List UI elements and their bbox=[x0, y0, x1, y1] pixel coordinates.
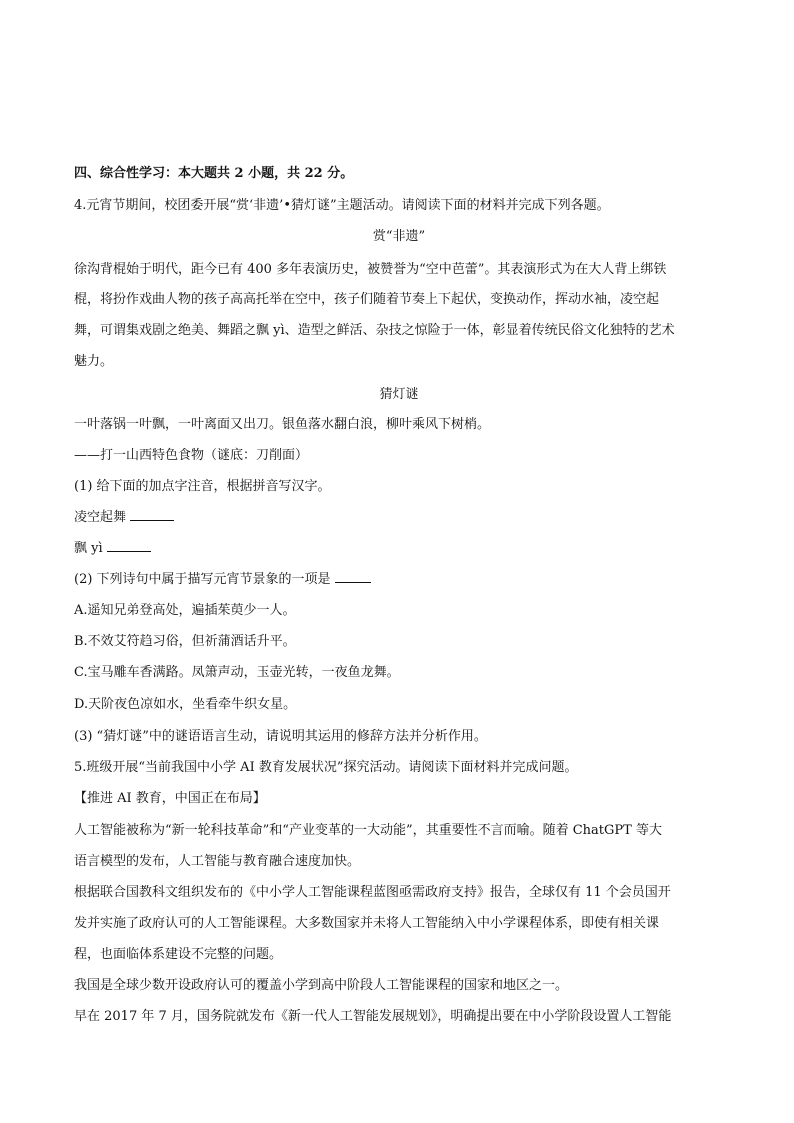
q4-riddle-line: 一叶落锅一叶飘，一叶离面又出刀。银鱼落水翻白浪，柳叶乘风下树梢。 bbox=[74, 417, 491, 432]
q4-sub3: (3) “猜灯谜”中的谜语语言生动，请说明其运用的修辞方法并分析作用。 bbox=[74, 729, 487, 744]
q4-sub1: (1) 给下面的加点字注音，根据拼音写汉字。 bbox=[74, 479, 331, 494]
q5-line: 早在 2017 年 7 月，国务院就发布《新一代人工智能发展规划》，明确提出要在中小学阶段设置人工智能 bbox=[74, 1009, 672, 1024]
q4-para-line: 棍，将扮作戏曲人物的孩子高高托举在空中，孩子们随着节奏上下起伏，变换动作，挥动水袖，凌空起 bbox=[74, 292, 660, 307]
q4-sub2-row bbox=[74, 569, 724, 591]
q5-line: 我国是全球少数开设政府认可的覆盖小学到高中阶段人工智能课程的国家和地区之一。 bbox=[74, 978, 569, 993]
q5-line: 发并实施了政府认可的人工智能课程。大多数国家并未将人工智能纳入中小学课程体系，即使有相关课 bbox=[74, 916, 660, 931]
q4-option: C.宝马雕车香满路。凤箫声动，玉壶光转，一夜鱼龙舞。 bbox=[74, 665, 400, 680]
q4-para-line: 魅力。 bbox=[74, 354, 114, 369]
q4-sub1-b: 飘 yì bbox=[74, 541, 103, 556]
q4-title-appreciate: 赏“非遗” bbox=[372, 229, 426, 244]
q5-bracket-title: 【推进 AI 教育，中国正在布局】 bbox=[74, 791, 266, 806]
q4-intro: 4.元宵节期间，校团委开展“赏‘非遗’•猜灯谜”主题活动。请阅读下面的材料并完成下列各题。 bbox=[74, 198, 610, 213]
q5-line: 根据联合国教科文组织发布的《中小学人工智能课程蓝图亟需政府支持》报告，全球仅有 11 个会员国开 bbox=[74, 885, 671, 900]
q4-sub1-a-row bbox=[74, 507, 724, 529]
answer-blank[interactable] bbox=[335, 569, 371, 583]
q4-sub1-a: 凌空起舞 bbox=[74, 510, 127, 525]
q4-sub1-b-row bbox=[74, 538, 724, 560]
q5-line: 语言模型的发布，人工智能与教育融合速度加快。 bbox=[74, 854, 361, 869]
q4-sub2: (2) 下列诗句中属于描写元宵节景象的一项是 bbox=[74, 572, 331, 587]
q4-riddle-answer: ——打一山西特色食物（谜底：刀削面） bbox=[74, 448, 309, 463]
q5-line: 程，也面临体系建设不完整的问题。 bbox=[74, 947, 283, 962]
q4-para-line: 徐沟背棍始于明代，距今已有 400 多年表演历史，被赞誉为“空中芭蕾”。其表演形式为在大人背上绑铁 bbox=[74, 262, 667, 277]
q4-para-line: 舞，可谓集戏剧之绝美、舞蹈之飘 yì、造型之鲜活、杂技之惊险于一体，彰显着传统民俗文化独特的艺术 bbox=[74, 323, 675, 338]
q4-option: B.不效艾符趋习俗，但祈蒲酒话升平。 bbox=[74, 634, 296, 649]
q4-option: D.天阶夜色凉如水，坐看牵牛织女星。 bbox=[74, 697, 297, 712]
answer-blank[interactable] bbox=[130, 507, 174, 521]
q4-title-riddle: 猜灯谜 bbox=[379, 387, 419, 402]
section-heading: 四、综合性学习：本大题共 2 小题，共 22 分。 bbox=[74, 166, 354, 181]
q5-line: 人工智能被称为“新一轮科技革命”和“产业变革的一大动能”，其重要性不言而喻。随着 ChatGPT 等大 bbox=[74, 823, 662, 838]
answer-blank[interactable] bbox=[107, 538, 151, 552]
q4-option: A.遥知兄弟登高处，遍插茱萸少一人。 bbox=[74, 603, 296, 618]
q5-intro: 5.班级开展“当前我国中小学 AI 教育发展状况”探究活动。请阅读下面材料并完成问题。 bbox=[74, 760, 578, 775]
